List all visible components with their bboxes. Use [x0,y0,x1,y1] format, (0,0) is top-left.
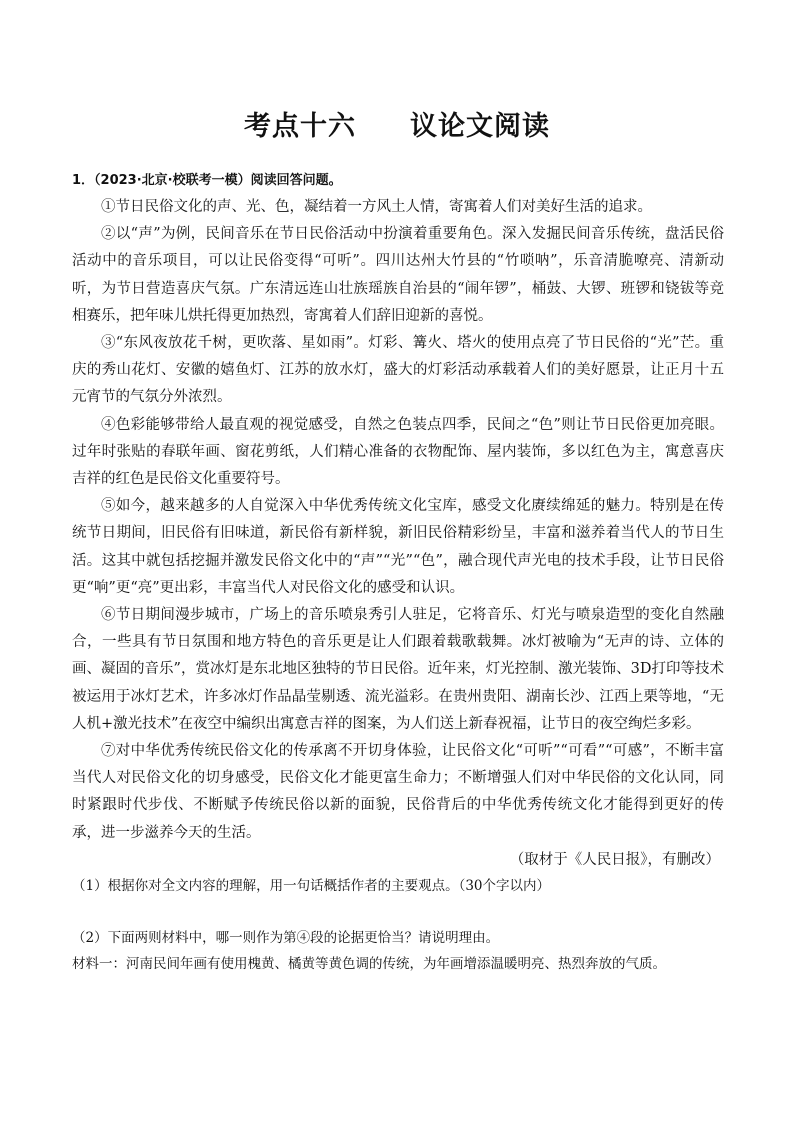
sub-question-1: （1）根据你对全文内容的理解，用一句话概括作者的主要观点。（30个字以内） [72,877,551,894]
paragraph-4: ④色彩能够带给人最直观的视觉感受，自然之色装点四季，民间之“色”则让节日民俗更加亮眼。过年时张贴的春联年画、窗花剪纸，人们精心准备的衣物配饰、屋内装饰，多以红色为主，寓意喜庆吉祥的红色是民俗文化重要符号。 [72,416,724,488]
paragraph-5: ⑤如今，越来越多的人自觉深入中华优秀传统文化宝库，感受文化赓续绵延的魅力。特别是在传统节日期间，旧民俗有旧味道，新民俗有新样貌，新旧民俗精彩纷呈，丰富和滋养着当代人的节日生活。这其中就包括挖掘并激发民俗文化中的“声”“光”“色”，融合现代声光电的技术手段，让节日民俗更“响”更“亮”更出彩，丰富当代人对民俗文化的感受和认识。 [72,498,724,596]
question-heading: 1．（2023·北京·校联考一模）阅读回答问题。 [72,173,342,188]
question-block [72,168,724,977]
paragraph-3: ③“东风夜放花千树，更吹落、星如雨”。灯彩、篝火、塔火的使用点亮了节日民俗的“光”芒。重庆的秀山花灯、安徽的嬉鱼灯、江苏的放水灯，盛大的灯彩活动承载着人们的美好愿景，让正月十五元宵节的气氛分外浓烈。 [72,335,724,406]
paragraph-2: ②以“声”为例，民间音乐在节日民俗活动中扮演着重要角色。深入发掘民间音乐传统，盘活民俗活动中的音乐项目，可以让民俗变得“可听”。四川达州大竹县的“竹唢呐”，乐音清脆嘹亮、清新动听，为节日营造喜庆气氛。广东清远连山壮族瑶族自治县的“闹年锣”，桶鼓、大锣、班锣和铙钹等竞相赛乐，把年味儿烘托得更加热烈，寄寓着人们辞旧迎新的喜悦。 [72,226,724,324]
paragraph-7: ⑦对中华优秀传统民俗文化的传承离不开切身体验，让民俗文化“可听”“可看”“可感”，不断丰富当代人对民俗文化的切身感受，民俗文化才能更富生命力；不断增强人们对中华民俗的文化认同，同时紧跟时代步伐、不断赋予传统民俗以新的面貌，民俗背后的中华优秀传统文化才能得到更好的传承，进一步滋养今天的生活。 [72,743,724,841]
sub-question-2: （2）下面两则材料中，哪一则作为第④段的论据更恰当？请说明理由。 [72,929,500,946]
paragraph-6: ⑥节日期间漫步城市，广场上的音乐喷泉秀引人驻足，它将音乐、灯光与喷泉造型的变化自然融合，一些具有节日氛围和地方特色的音乐更是让人们跟着载歌载舞。冰灯被喻为“无声的诗、立体的画、凝固的音乐”，赏冰灯是东北地区独特的节日民俗。近年来，灯光控制、激光装饰、3D打印等技术被运用于冰灯艺术，许多冰灯作品晶莹剔透、流光溢彩。在贵州贵阳、湖南长沙、江西上栗等地，“无人机+激光技术”在夜空中编织出寓意吉祥的图案，为人们送上新春祝福，让节日的夜空绚烂多彩。 [72,607,724,732]
source-citation: （取材于《人民日报》，有删改） [509,851,720,868]
title-subject: 议论文阅读 [410,111,550,142]
title-topic: 考点十六 [244,111,356,142]
material-1: 材料一：河南民间年画有使用槐黄、橘黄等黄色调的传统，为年画增添温暖明亮、热烈奔放的气质。 [72,955,666,972]
paragraph-1: ①节日民俗文化的声、光、色，凝结着一方风土人情，寄寓着人们对美好生活的追求。 [101,199,652,215]
page-title [0,104,794,143]
